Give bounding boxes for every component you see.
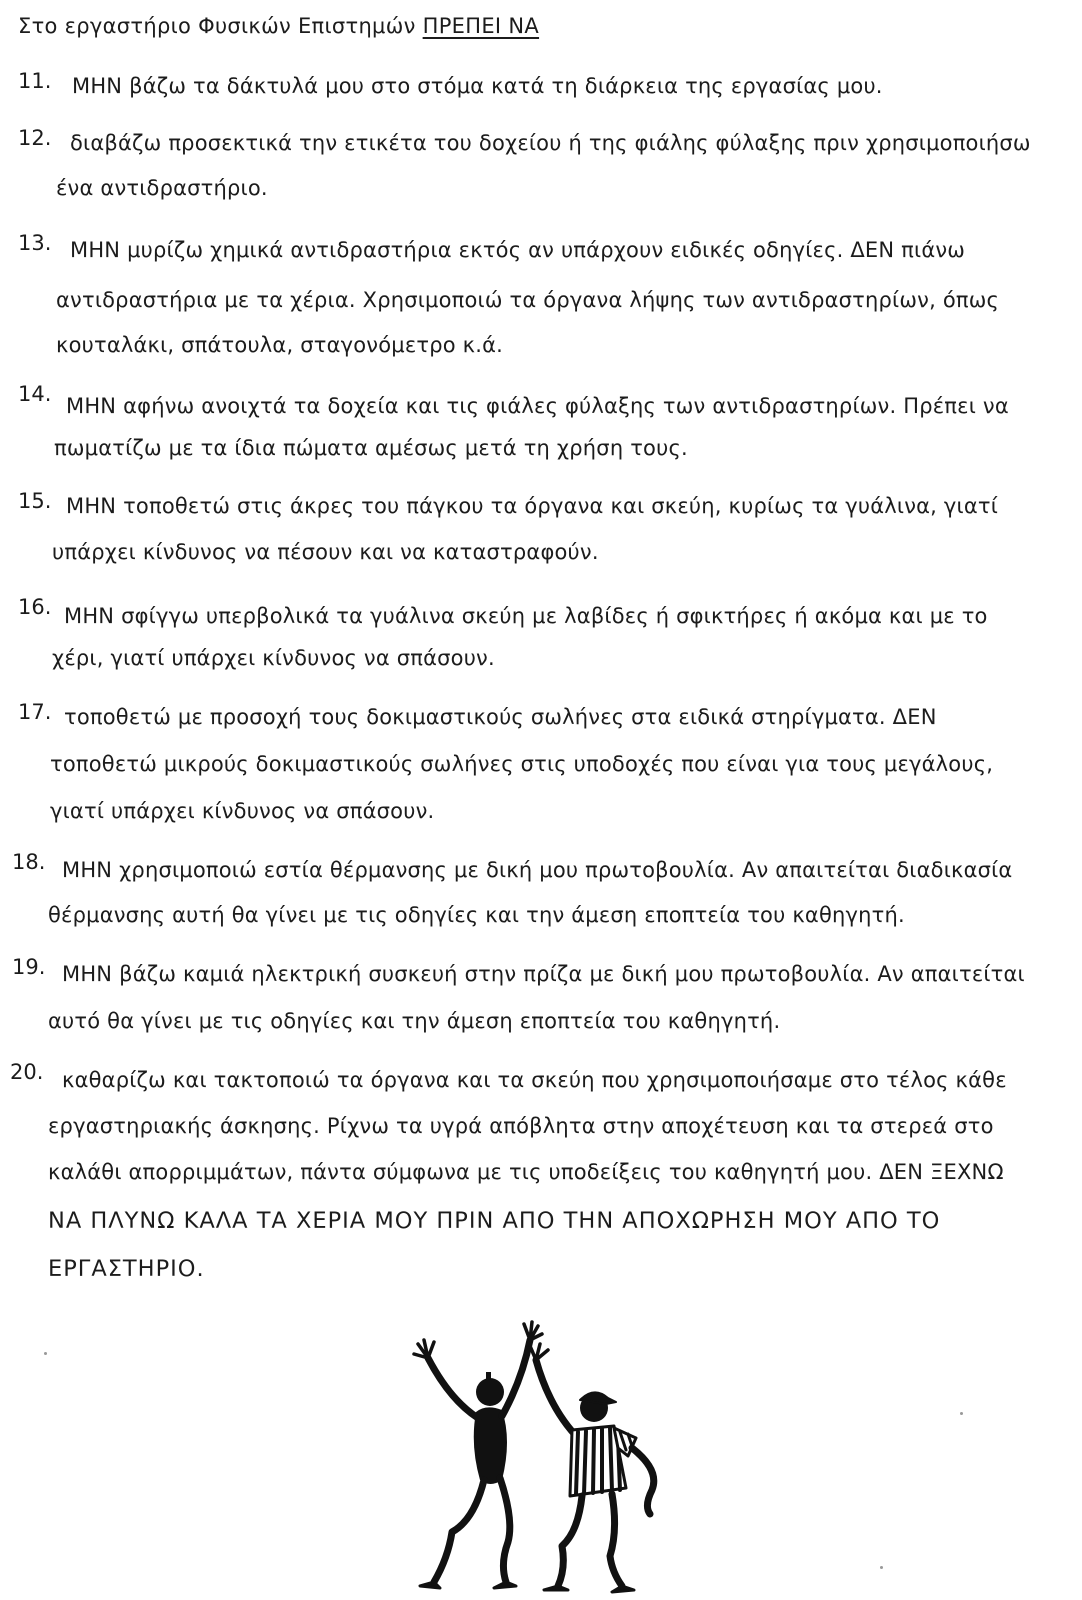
- rule-number: 17.: [18, 700, 52, 724]
- rule-text-line: κουταλάκι, σπάτουλα, σταγονόμετρο κ.ά.: [56, 333, 504, 357]
- rule-text-line: ΜΗΝ χρησιμοποιώ εστία θέρμανσης με δική μου πρωτοβουλία. Αν απαιτείται διαδικασία: [62, 858, 1013, 882]
- scan-speck: [880, 1566, 883, 1569]
- rule-text-line: τοποθετώ με προσοχή τους δοκιμαστικούς σωλήνες στα ειδικά στηρίγματα. ΔΕΝ: [64, 705, 937, 729]
- rule-number: 18.: [12, 850, 46, 874]
- right-figure-icon: [530, 1344, 654, 1592]
- rule-text-line: ΜΗΝ βάζω τα δάκτυλά μου στο στόμα κατά τη διάρκεια της εργασίας μου.: [72, 74, 883, 98]
- rule-number: 11.: [18, 69, 52, 93]
- rule-text-line: γιατί υπάρχει κίνδυνος να σπάσουν.: [50, 799, 435, 823]
- rule-text-line: εργαστηριακής άσκησης. Ρίχνω τα υγρά απόβλητα στην αποχέτευση και τα στερεά στο: [48, 1114, 994, 1138]
- rule-text-line: θέρμανσης αυτή θα γίνει με τις οδηγίες και την άμεση εποπτεία του καθηγητή.: [48, 903, 905, 927]
- rule-text-line: χέρι, γιατί υπάρχει κίνδυνος να σπάσουν.: [52, 646, 495, 670]
- scan-speck: [44, 1352, 47, 1355]
- rule-text-line: τοποθετώ μικρούς δοκιμαστικούς σωλήνες στις υποδοχές που είναι για τους μεγάλους,: [50, 752, 994, 776]
- rule-text-line: καλάθι απορριμμάτων, πάντα σύμφωνα με τις υποδείξεις του καθηγητή μου. ΔΕΝ ΞΕΧΝΩ: [48, 1160, 1004, 1184]
- page-title: [18, 14, 539, 38]
- rule-text-line: ΜΗΝ αφήνω ανοιχτά τα δοχεία και τις φιάλες φύλαξης των αντιδραστηρίων. Πρέπει να: [66, 394, 1009, 418]
- rule-text-line: ΝΑ ΠΛΥΝΩ ΚΑΛΑ ΤΑ ΧΕΡΙΑ ΜΟΥ ΠΡΙΝ ΑΠΟ ΤΗΝ ΑΠΟΧΩΡΗΣΗ ΜΟΥ ΑΠΟ ΤΟ: [48, 1208, 941, 1234]
- rule-text-line: ένα αντιδραστήριο.: [56, 176, 268, 200]
- heading-emphasis: ΠΡΕΠΕΙ ΝΑ: [422, 14, 540, 38]
- scan-speck: [960, 1412, 963, 1415]
- rule-text-line: αντιδραστήρια με τα χέρια. Χρησιμοποιώ τα όργανα λήψης των αντιδραστηρίων, όπως: [56, 288, 1000, 312]
- rule-number: 14.: [18, 382, 52, 406]
- rule-text-line: ΕΡΓΑΣΤΗΡΙΟ.: [48, 1256, 205, 1282]
- rule-number: 16.: [18, 595, 52, 619]
- rule-text-line: καθαρίζω και τακτοποιώ τα όργανα και τα σκεύη που χρησιμοποιήσαμε στο τέλος κάθε: [62, 1068, 1007, 1092]
- rule-text-line: ΜΗΝ μυρίζω χημικά αντιδραστήρια εκτός αν υπάρχουν ειδικές οδηγίες. ΔΕΝ πιάνω: [70, 238, 966, 262]
- left-figure-icon: [414, 1322, 542, 1588]
- rule-number: 15.: [18, 489, 52, 513]
- rule-text-line: πωματίζω με τα ίδια πώματα αμέσως μετά τη χρήση τους.: [54, 436, 688, 460]
- rule-text-line: ΜΗΝ σφίγγω υπερβολικά τα γυάλινα σκεύη με λαβίδες ή σφικτήρες ή ακόμα και με το: [64, 604, 988, 628]
- rule-number: 13.: [18, 231, 52, 255]
- rule-text-line: αυτό θα γίνει με τις οδηγίες και την άμεση εποπτεία του καθηγητή.: [48, 1009, 781, 1033]
- rule-number: 19.: [12, 955, 46, 979]
- rule-number: 12.: [18, 126, 52, 150]
- rule-number: 20.: [10, 1060, 44, 1084]
- high-five-figures-illustration: [390, 1320, 690, 1600]
- rule-text-line: ΜΗΝ τοποθετώ στις άκρες του πάγκου τα όργανα και σκεύη, κυρίως τα γυάλινα, γιατί: [66, 494, 999, 518]
- rule-text-line: υπάρχει κίνδυνος να πέσουν και να καταστραφούν.: [52, 540, 599, 564]
- rule-text-line: διαβάζω προσεκτικά την ετικέτα του δοχείου ή της φιάλης φύλαξης πριν χρησιμοποιήσω: [70, 131, 1031, 155]
- heading-prefix: Στο εργαστήριο Φυσικών Επιστημών: [18, 14, 416, 38]
- rule-text-line: ΜΗΝ βάζω καμιά ηλεκτρική συσκευή στην πρίζα με δική μου πρωτοβουλία. Αν απαιτείται: [62, 962, 1025, 986]
